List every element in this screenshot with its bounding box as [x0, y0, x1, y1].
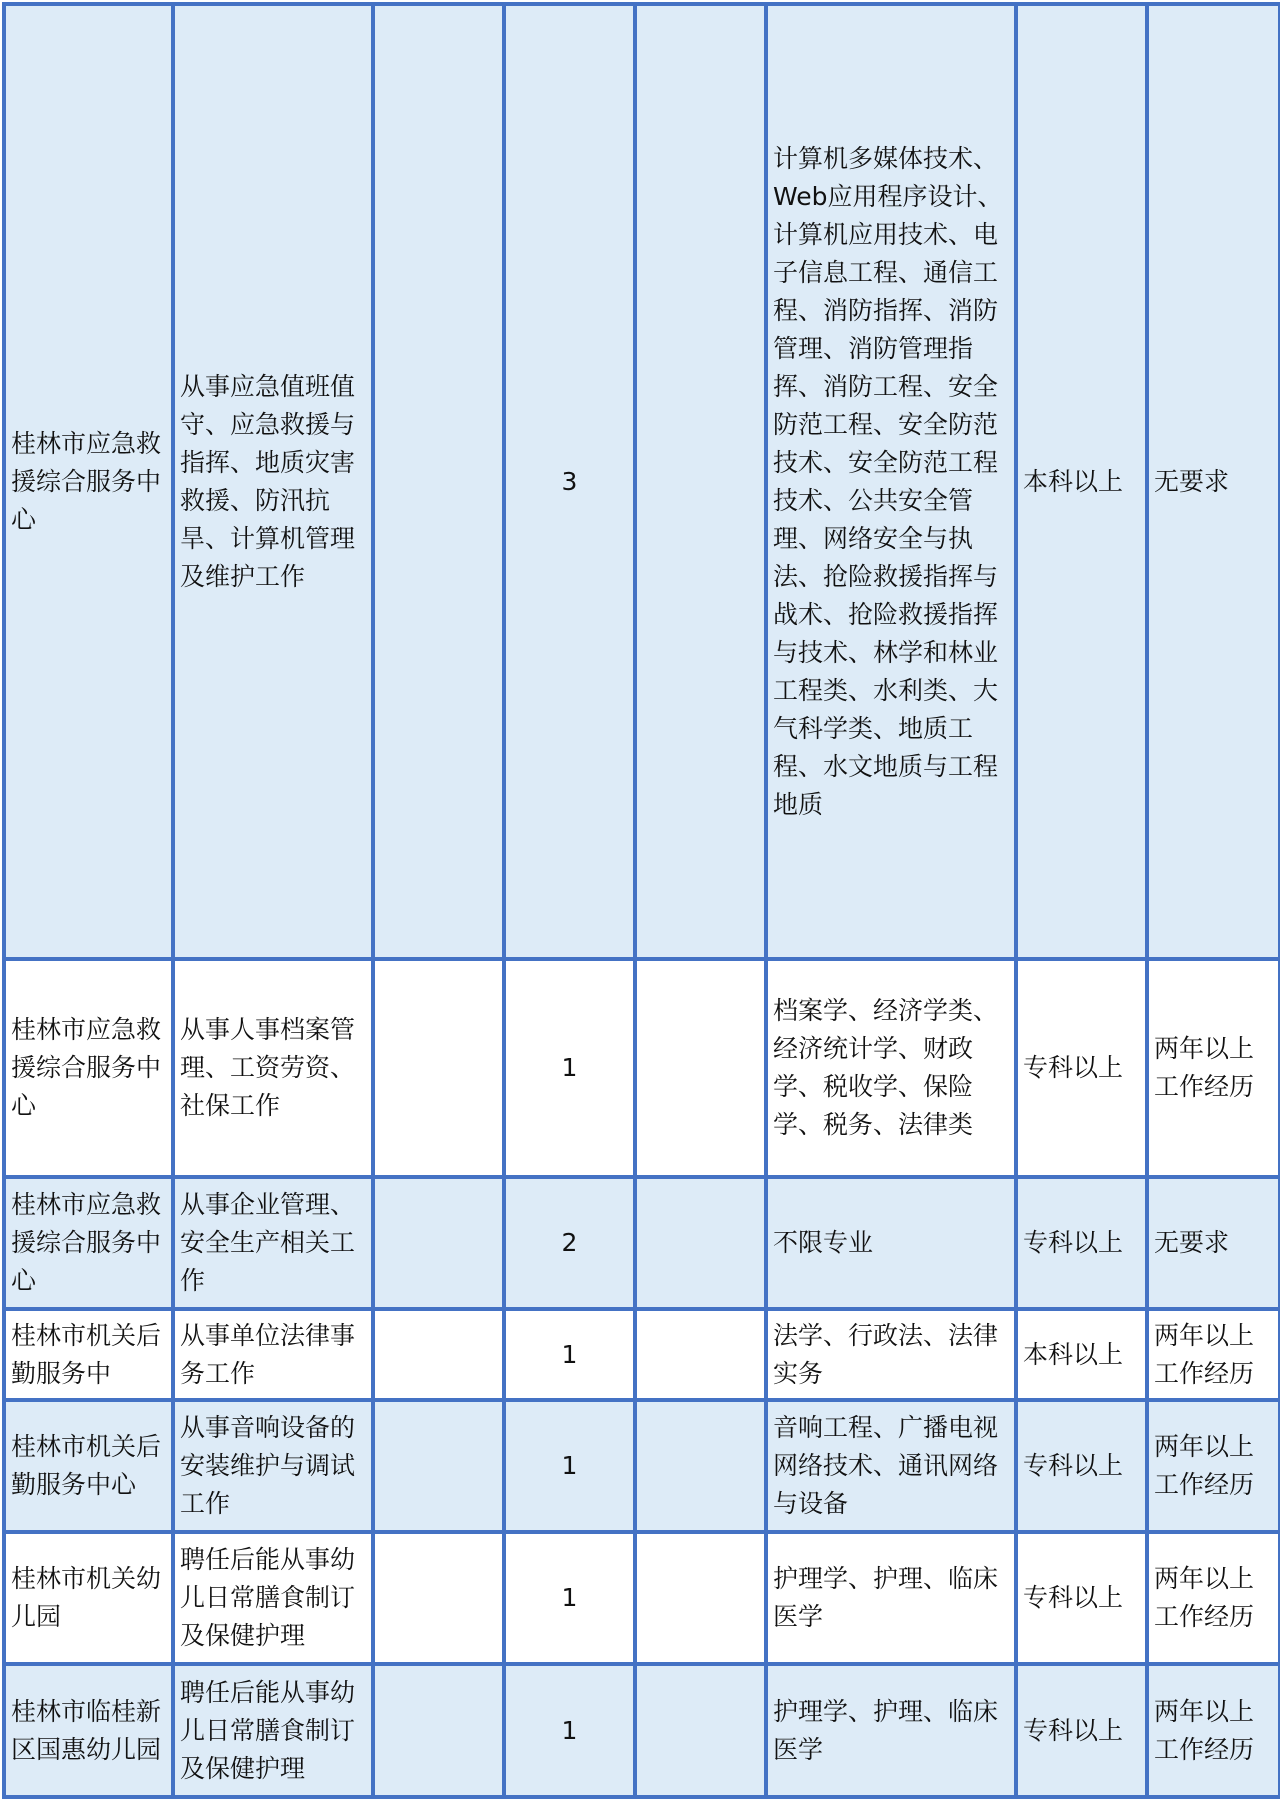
- recruitment-table: [2, 2, 1280, 1799]
- education-cell: 专科以上: [1016, 959, 1147, 1177]
- duty-cell: 从事应急值班值守、应急救援与指挥、地质灾害救援、防汛抗旱、计算机管理及维护工作: [173, 4, 373, 959]
- duty-cell: 聘任后能从事幼儿日常膳食制订及保健护理: [173, 1664, 373, 1797]
- blank-cell: [373, 1309, 504, 1400]
- count-cell: 1: [504, 1309, 635, 1400]
- experience-cell: 两年以上工作经历: [1147, 1400, 1280, 1532]
- count-cell: 1: [504, 1664, 635, 1797]
- experience-cell: 两年以上工作经历: [1147, 1664, 1280, 1797]
- education-cell: 本科以上: [1016, 4, 1147, 959]
- blank-cell: [373, 4, 504, 959]
- education-cell: 专科以上: [1016, 1532, 1147, 1664]
- education-cell: 本科以上: [1016, 1309, 1147, 1400]
- major-cell: 法学、行政法、法律实务: [766, 1309, 1016, 1400]
- experience-cell: 两年以上工作经历: [1147, 1309, 1280, 1400]
- blank-cell: [635, 1309, 766, 1400]
- blank-cell: [373, 1177, 504, 1309]
- count-cell: 1: [504, 1532, 635, 1664]
- major-cell: 护理学、护理、临床医学: [766, 1532, 1016, 1664]
- education-cell: 专科以上: [1016, 1664, 1147, 1797]
- blank-cell: [373, 1400, 504, 1532]
- blank-cell: [635, 4, 766, 959]
- major-cell: 音响工程、广播电视网络技术、通讯网络与设备: [766, 1400, 1016, 1532]
- blank-cell: [635, 1664, 766, 1797]
- experience-cell: 无要求: [1147, 4, 1280, 959]
- unit-cell: 桂林市临桂新区国惠幼儿园: [4, 1664, 173, 1797]
- table-row: [4, 1532, 1280, 1664]
- blank-cell: [635, 1532, 766, 1664]
- unit-cell: 桂林市机关后勤服务中心: [4, 1400, 173, 1532]
- table-row: [4, 1177, 1280, 1309]
- duty-cell: 从事单位法律事务工作: [173, 1309, 373, 1400]
- table-row: [4, 4, 1280, 959]
- count-cell: 1: [504, 959, 635, 1177]
- duty-cell: 聘任后能从事幼儿日常膳食制订及保健护理: [173, 1532, 373, 1664]
- experience-cell: 无要求: [1147, 1177, 1280, 1309]
- major-cell: 档案学、经济学类、经济统计学、财政学、税收学、保险学、税务、法律类: [766, 959, 1016, 1177]
- unit-cell: 桂林市应急救援综合服务中心: [4, 4, 173, 959]
- blank-cell: [373, 1532, 504, 1664]
- count-cell: 2: [504, 1177, 635, 1309]
- blank-cell: [635, 1400, 766, 1532]
- blank-cell: [635, 959, 766, 1177]
- duty-cell: 从事音响设备的安装维护与调试工作: [173, 1400, 373, 1532]
- unit-cell: 桂林市应急救援综合服务中心: [4, 959, 173, 1177]
- duty-cell: 从事企业管理、安全生产相关工作: [173, 1177, 373, 1309]
- unit-cell: 桂林市机关幼儿园: [4, 1532, 173, 1664]
- blank-cell: [373, 1664, 504, 1797]
- table-row: [4, 1309, 1280, 1400]
- table-row: [4, 1664, 1280, 1797]
- duty-cell: 从事人事档案管理、工资劳资、社保工作: [173, 959, 373, 1177]
- experience-cell: 两年以上工作经历: [1147, 959, 1280, 1177]
- major-cell: 不限专业: [766, 1177, 1016, 1309]
- table-row: [4, 959, 1280, 1177]
- count-cell: 3: [504, 4, 635, 959]
- experience-cell: 两年以上工作经历: [1147, 1532, 1280, 1664]
- table-row: [4, 1400, 1280, 1532]
- unit-cell: 桂林市机关后勤服务中: [4, 1309, 173, 1400]
- education-cell: 专科以上: [1016, 1400, 1147, 1532]
- major-cell: 护理学、护理、临床医学: [766, 1664, 1016, 1797]
- major-cell: 计算机多媒体技术、Web应用程序设计、计算机应用技术、电子信息工程、通信工程、消防指挥、消防管理、消防管理指挥、消防工程、安全防范工程、安全防范技术、安全防范工程技术、公共安全管理、网络安全与执法、抢险救援指挥与战术、抢险救援指挥与技术、林学和林业工程类、水利类、大气科学类、地质工程、水文地质与工程地质: [766, 4, 1016, 959]
- blank-cell: [373, 959, 504, 1177]
- blank-cell: [635, 1177, 766, 1309]
- count-cell: 1: [504, 1400, 635, 1532]
- unit-cell: 桂林市应急救援综合服务中心: [4, 1177, 173, 1309]
- education-cell: 专科以上: [1016, 1177, 1147, 1309]
